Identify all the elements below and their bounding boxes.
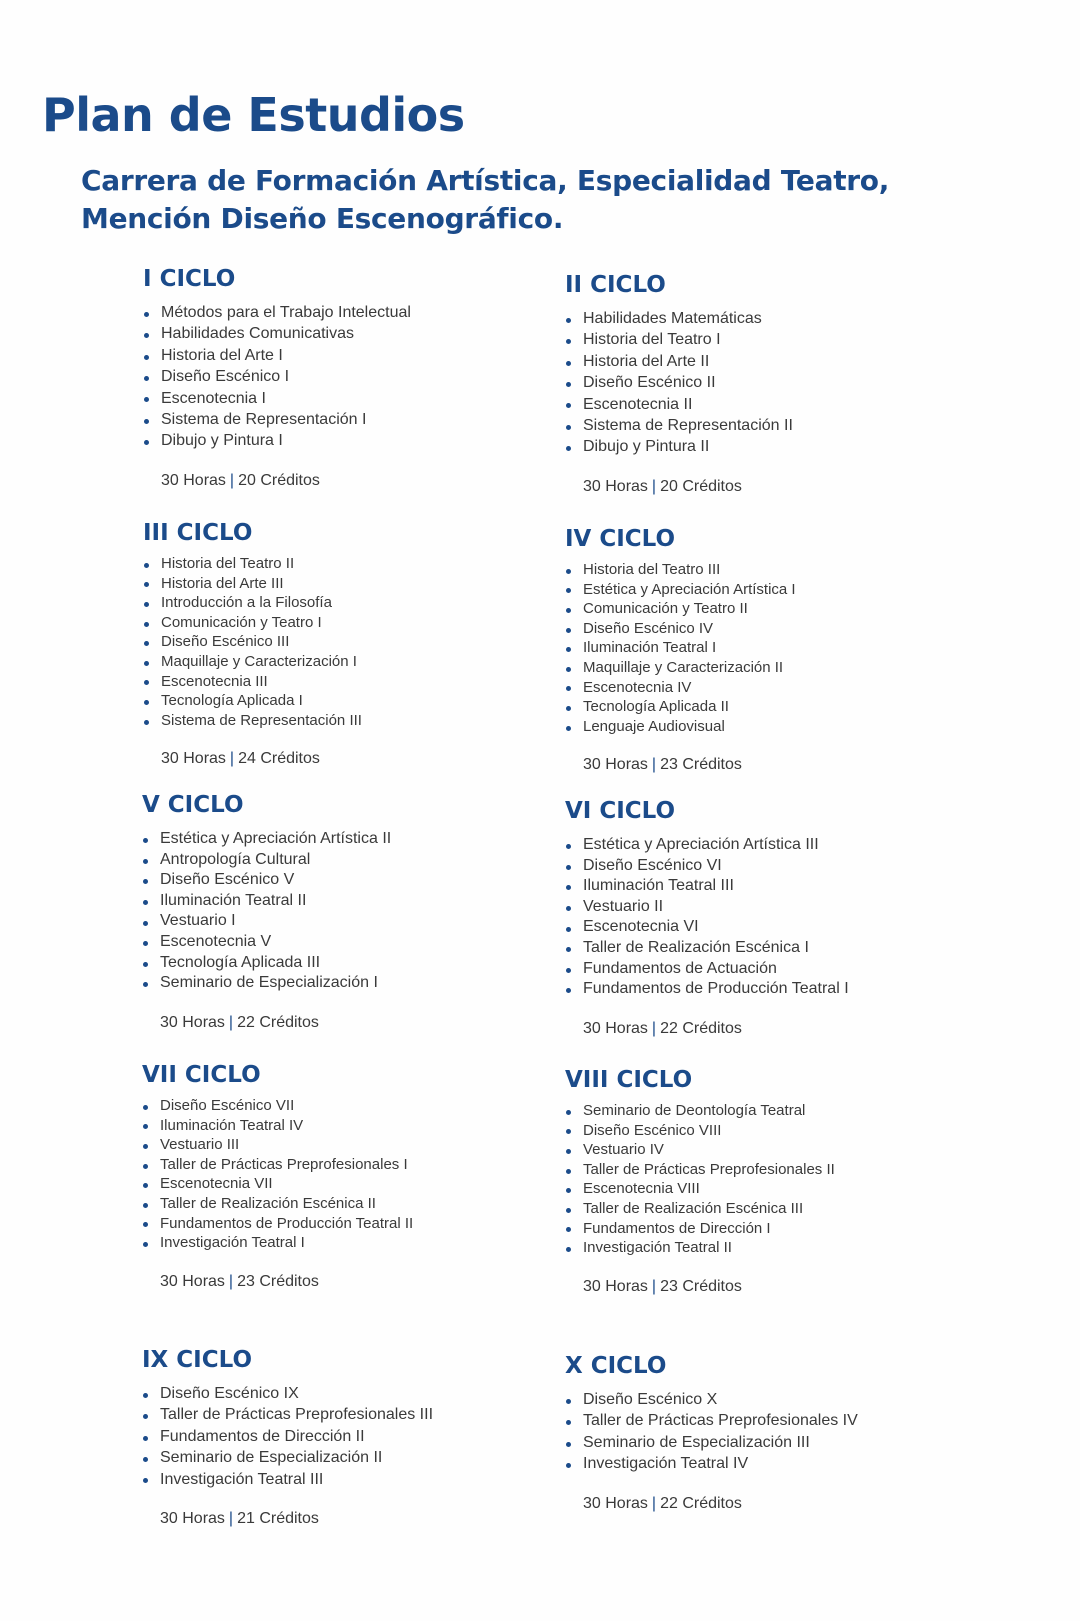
course-item: Taller de Realización Escénica II xyxy=(142,1194,582,1214)
hours-label: 30 Horas xyxy=(583,1277,648,1295)
credits-label: 20 Créditos xyxy=(238,471,320,489)
hours-label: 30 Horas xyxy=(160,1272,225,1290)
course-list xyxy=(565,1101,1005,1258)
ciclo-section xyxy=(565,271,1005,496)
course-item: Diseño Escénico VII xyxy=(142,1096,582,1116)
course-item: Introducción a la Filosofía xyxy=(143,593,583,613)
course-item: Dibujo y Pintura II xyxy=(565,436,1005,457)
hours-label: 30 Horas xyxy=(583,477,648,495)
separator: | xyxy=(228,1510,234,1528)
course-item: Diseño Escénico III xyxy=(143,632,583,652)
course-item: Fundamentos de Actuación xyxy=(565,959,1005,980)
ciclo-totals xyxy=(143,750,583,768)
course-item: Sistema de Representación II xyxy=(565,415,1005,436)
hours-label: 30 Horas xyxy=(160,1013,225,1031)
course-item: Vestuario III xyxy=(142,1135,582,1155)
course-list xyxy=(565,308,1005,458)
hours-label: 30 Horas xyxy=(583,756,648,774)
ciclo-heading: VIII CICLO xyxy=(565,1067,693,1093)
course-item: Tecnología Aplicada II xyxy=(565,697,1005,717)
ciclo-totals xyxy=(565,478,1005,496)
ciclo-section xyxy=(143,519,583,768)
course-item: Vestuario I xyxy=(142,911,582,932)
separator: | xyxy=(651,756,657,774)
ciclo-section xyxy=(142,791,582,1032)
hours-label: 30 Horas xyxy=(161,471,226,489)
ciclo-heading: II CICLO xyxy=(565,272,666,298)
page-subtitle xyxy=(81,162,889,238)
separator: | xyxy=(229,471,235,489)
credits-label: 22 Créditos xyxy=(660,1494,742,1512)
course-item: Fundamentos de Dirección I xyxy=(565,1219,1005,1239)
ciclo-heading: VI CICLO xyxy=(565,798,676,824)
course-item: Historia del Arte I xyxy=(143,345,583,366)
ciclo-totals xyxy=(565,1020,1005,1038)
course-item: Estética y Apreciación Artística III xyxy=(565,835,1005,856)
ciclo-section xyxy=(565,1066,1005,1296)
credits-label: 23 Créditos xyxy=(660,1277,742,1295)
course-item: Investigación Teatral II xyxy=(565,1238,1005,1258)
course-item: Comunicación y Teatro II xyxy=(565,599,1005,619)
ciclo-totals xyxy=(565,1495,1005,1513)
course-list xyxy=(143,554,583,730)
hours-label: 30 Horas xyxy=(161,750,226,768)
course-item: Habilidades Comunicativas xyxy=(143,323,583,344)
ciclo-heading: IX CICLO xyxy=(142,1347,253,1373)
course-item: Fundamentos de Dirección II xyxy=(142,1426,582,1447)
course-item: Escenotecnia VII xyxy=(142,1174,582,1194)
credits-label: 23 Créditos xyxy=(660,756,742,774)
course-item: Taller de Realización Escénica III xyxy=(565,1199,1005,1219)
credits-label: 22 Créditos xyxy=(237,1013,319,1031)
ciclo-heading: V CICLO xyxy=(142,792,244,818)
course-item: Comunicación y Teatro I xyxy=(143,613,583,633)
course-item: Sistema de Representación I xyxy=(143,409,583,430)
ciclo-totals xyxy=(142,1273,582,1291)
course-item: Diseño Escénico IX xyxy=(142,1383,582,1404)
course-item: Diseño Escénico II xyxy=(565,372,1005,393)
course-item: Habilidades Matemáticas xyxy=(565,308,1005,329)
ciclo-heading: I CICLO xyxy=(143,266,236,292)
separator: | xyxy=(651,1494,657,1512)
ciclo-section xyxy=(143,265,583,490)
course-item: Escenotecnia VIII xyxy=(565,1179,1005,1199)
course-list xyxy=(565,835,1005,1000)
course-item: Escenotecnia VI xyxy=(565,917,1005,938)
course-item: Diseño Escénico IV xyxy=(565,619,1005,639)
course-list xyxy=(142,829,582,994)
course-item: Historia del Teatro II xyxy=(143,554,583,574)
course-list xyxy=(565,560,1005,736)
course-item: Historia del Arte II xyxy=(565,351,1005,372)
course-item: Vestuario II xyxy=(565,897,1005,918)
course-item: Historia del Teatro III xyxy=(565,560,1005,580)
course-item: Diseño Escénico VI xyxy=(565,856,1005,877)
course-item: Taller de Prácticas Preprofesionales IV xyxy=(565,1410,1005,1431)
course-item: Taller de Prácticas Preprofesionales II xyxy=(565,1160,1005,1180)
ciclo-section xyxy=(142,1061,582,1291)
course-item: Escenotecnia III xyxy=(143,672,583,692)
course-item: Escenotecnia V xyxy=(142,932,582,953)
course-item: Antropología Cultural xyxy=(142,850,582,871)
course-item: Iluminación Teatral I xyxy=(565,638,1005,658)
ciclo-heading: III CICLO xyxy=(143,520,253,546)
course-list xyxy=(142,1096,582,1253)
separator: | xyxy=(651,1277,657,1295)
course-item: Lenguaje Audiovisual xyxy=(565,717,1005,737)
course-item: Escenotecnia II xyxy=(565,394,1005,415)
credits-label: 22 Créditos xyxy=(660,1019,742,1037)
course-item: Investigación Teatral III xyxy=(142,1469,582,1490)
ciclo-section xyxy=(142,1346,582,1528)
course-item: Maquillaje y Caracterización I xyxy=(143,652,583,672)
course-item: Tecnología Aplicada III xyxy=(142,953,582,974)
hours-label: 30 Horas xyxy=(583,1494,648,1512)
course-list xyxy=(142,1383,582,1490)
hours-label: 30 Horas xyxy=(160,1510,225,1528)
course-item: Diseño Escénico VIII xyxy=(565,1121,1005,1141)
course-item: Taller de Prácticas Preprofesionales III xyxy=(142,1404,582,1425)
subtitle-line-1: Carrera de Formación Artística, Especialidad Teatro, xyxy=(81,164,890,197)
course-item: Seminario de Especialización I xyxy=(142,973,582,994)
credits-label: 23 Créditos xyxy=(237,1272,319,1290)
course-item: Maquillaje y Caracterización II xyxy=(565,658,1005,678)
separator: | xyxy=(651,477,657,495)
course-item: Investigación Teatral I xyxy=(142,1233,582,1253)
course-list xyxy=(565,1389,1005,1475)
course-item: Métodos para el Trabajo Intelectual xyxy=(143,302,583,323)
ciclo-totals xyxy=(142,1510,582,1528)
separator: | xyxy=(229,750,235,768)
course-item: Diseño Escénico V xyxy=(142,870,582,891)
subtitle-line-2: Mención Diseño Escenográfico. xyxy=(81,202,564,235)
ciclo-section xyxy=(565,1352,1005,1513)
separator: | xyxy=(228,1013,234,1031)
ciclo-section xyxy=(565,797,1005,1038)
page-title: Plan de Estudios xyxy=(42,88,465,142)
credits-label: 21 Créditos xyxy=(237,1510,319,1528)
course-list xyxy=(143,302,583,452)
separator: | xyxy=(228,1272,234,1290)
ciclo-heading: IV CICLO xyxy=(565,526,676,552)
course-item: Dibujo y Pintura I xyxy=(143,430,583,451)
credits-label: 20 Créditos xyxy=(660,477,742,495)
course-item: Historia del Teatro I xyxy=(565,329,1005,350)
ciclo-totals xyxy=(142,1014,582,1032)
course-item: Taller de Prácticas Preprofesionales I xyxy=(142,1155,582,1175)
course-item: Estética y Apreciación Artística II xyxy=(142,829,582,850)
ciclo-heading: VII CICLO xyxy=(142,1062,261,1088)
course-item: Vestuario IV xyxy=(565,1140,1005,1160)
course-item: Fundamentos de Producción Teatral I xyxy=(565,979,1005,1000)
course-item: Fundamentos de Producción Teatral II xyxy=(142,1214,582,1234)
course-item: Diseño Escénico I xyxy=(143,366,583,387)
course-item: Taller de Realización Escénica I xyxy=(565,938,1005,959)
course-item: Iluminación Teatral II xyxy=(142,891,582,912)
course-item: Seminario de Especialización II xyxy=(142,1447,582,1468)
ciclo-totals xyxy=(565,756,1005,774)
course-item: Investigación Teatral IV xyxy=(565,1453,1005,1474)
course-item: Iluminación Teatral IV xyxy=(142,1116,582,1136)
course-item: Escenotecnia I xyxy=(143,388,583,409)
credits-label: 24 Créditos xyxy=(238,750,320,768)
course-item: Historia del Arte III xyxy=(143,574,583,594)
ciclo-totals xyxy=(565,1278,1005,1296)
course-item: Escenotecnia IV xyxy=(565,678,1005,698)
course-item: Seminario de Deontología Teatral xyxy=(565,1101,1005,1121)
course-item: Estética y Apreciación Artística I xyxy=(565,580,1005,600)
separator: | xyxy=(651,1019,657,1037)
hours-label: 30 Horas xyxy=(583,1019,648,1037)
course-item: Seminario de Especialización III xyxy=(565,1432,1005,1453)
course-item: Diseño Escénico X xyxy=(565,1389,1005,1410)
ciclo-heading: X CICLO xyxy=(565,1353,667,1379)
ciclo-totals xyxy=(143,472,583,490)
course-item: Tecnología Aplicada I xyxy=(143,691,583,711)
ciclo-section xyxy=(565,525,1005,774)
course-item: Sistema de Representación III xyxy=(143,711,583,731)
course-item: Iluminación Teatral III xyxy=(565,876,1005,897)
